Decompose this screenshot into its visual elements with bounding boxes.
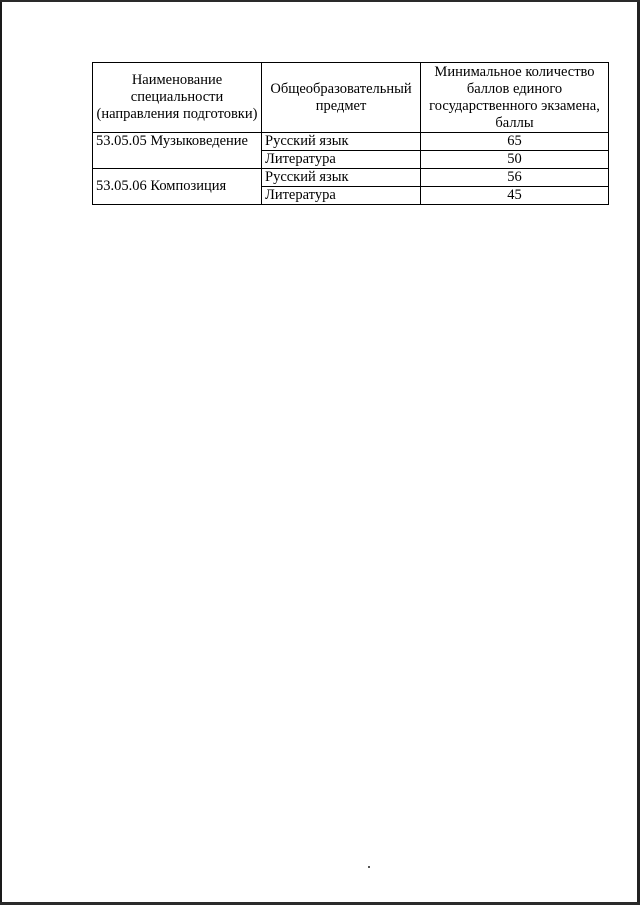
subject-cell: Русский язык <box>262 169 421 187</box>
subject-cell: Литература <box>262 151 421 169</box>
table-row <box>93 133 609 151</box>
table-row <box>93 169 609 187</box>
score-cell: 56 <box>421 169 609 187</box>
header-specialty: Наименование специальности (направления подготовки) <box>93 63 262 133</box>
scan-speck <box>368 866 370 868</box>
header-min-score: Минимальное количество баллов единого государственного экзамена, баллы <box>421 63 609 133</box>
specialty-cell: 53.05.06 Композиция <box>93 169 262 205</box>
score-cell: 50 <box>421 151 609 169</box>
table-header-row <box>93 63 609 133</box>
header-subject: Общеобразовательный предмет <box>262 63 421 133</box>
scan-edge-top <box>0 0 640 2</box>
subject-cell: Русский язык <box>262 133 421 151</box>
score-cell: 45 <box>421 187 609 205</box>
specialty-cell: 53.05.05 Музыковедение <box>93 133 262 169</box>
scan-edge-left <box>0 0 2 905</box>
score-cell: 65 <box>421 133 609 151</box>
subject-cell: Литература <box>262 187 421 205</box>
min-scores-table <box>92 62 609 205</box>
